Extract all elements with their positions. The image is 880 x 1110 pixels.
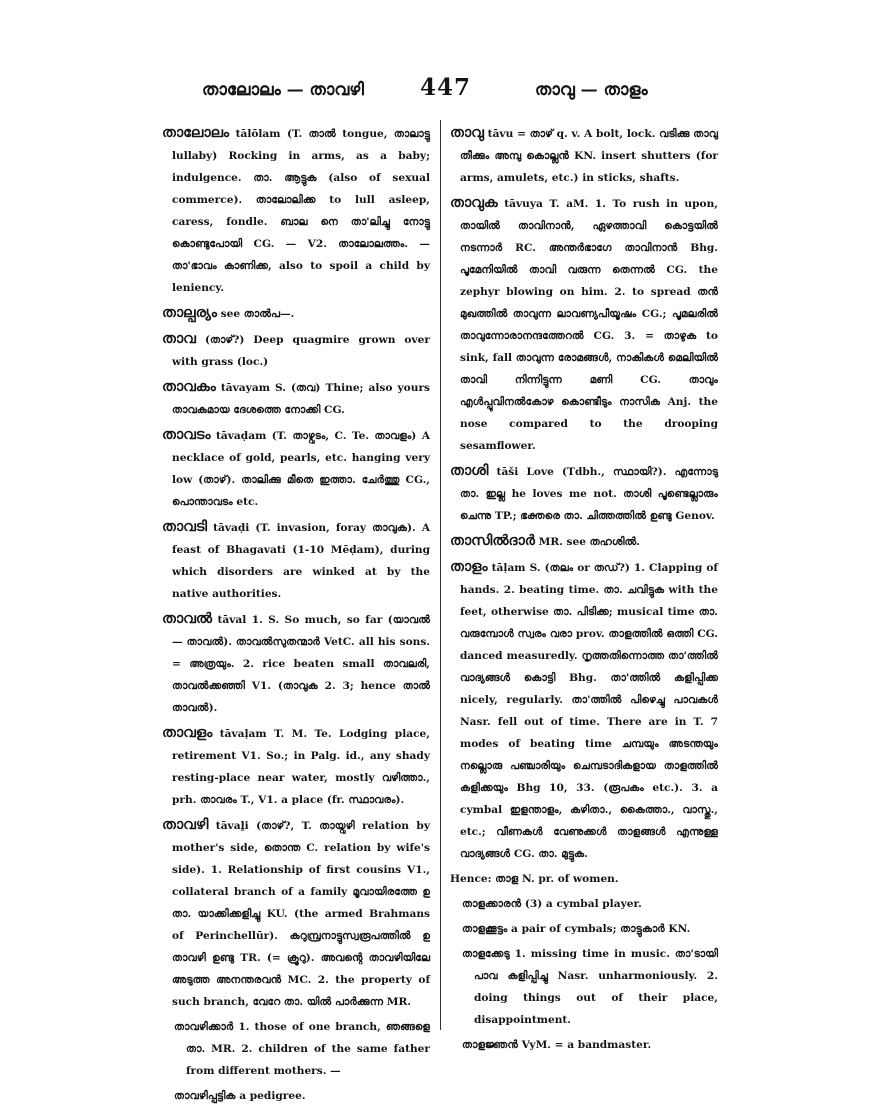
headword: താവടം [162, 426, 211, 443]
definition-text: Love (Tdbh., സ്ഥായി?). എന്നോടു താ. ഇല്ല he loves me not. താശി പൂണ്ടെല്ലാരും ചെന്നു TP.; ഭക്തരെ താ. ചിത്തത്തിൽ ഉണ്ടു Genov. [460, 466, 718, 522]
running-header [150, 74, 740, 110]
header-right-guideword: താവു — താളം [535, 80, 648, 100]
headword: താളം [450, 558, 488, 575]
dictionary-entry [162, 302, 430, 325]
headword: താവടി [162, 518, 208, 535]
transliteration: tāvayam [220, 382, 270, 394]
definition-text: (T. താൽ tongue, താലാട്ടു lullaby) Rocking in arms, as a baby; indulgence. താ. ആട്ടുക (also of sexual commerce). താലോലിക്ക to lull asleep, caress, fondle. ബാല നെ താ'ലിച്ചു നോട്ടു കൊണ്ടുപോയി CG. — V2. താലോലത്തം. — താ'ഭാവം കാണിക്ക, also to spoil a child by leniency. [172, 128, 430, 294]
dictionary-entry [162, 1085, 430, 1107]
transliteration: tāvaḻi [215, 820, 249, 832]
dictionary-entry [162, 122, 430, 299]
dictionary-entry [450, 943, 718, 1031]
transliteration: tāval [217, 614, 247, 626]
definition-text: (താഴ്?, T. തായ്വഴി relation by mother's side, തൊന്ത C. relation by wife's side). 1. Relationship of first cousins V1., collateral branch of a family മൂവായിരത്തേ ഉ താ. യാക്കിക്കളിച്ചു KU. (the armed Brahmans of Perinchellūr). കറുമ്പ്രനാട്ടുസ്വരൂപത്തിൽ ഉ താവഴി ഉണ്ടു TR. (= ക്രൂറു). അവന്റെ താവഴിയിലേ അടുത്ത അനന്തരവൻ MC. 2. the property of such branch, വേറേ താ. യിൽ പാർക്കുന്ന MR. [172, 820, 430, 1008]
definition-text: T. M. Te. Lodging place, retirement V1. So.; in Palg. id., any shady resting-place near water, mostly വഴിത്താ., prh. താവരം T., V1. a place (fr. സ്ഥാവരം). [172, 728, 430, 806]
headword: താവുക [450, 194, 498, 211]
definition-text: Hence: താള N. pr. of women. [450, 873, 619, 885]
definition-text: = താഴ് q. v. A bolt, lock. വടിക്കു താവു തീക്കും അമ്പു കൊല്ലൻ KN. insert shutters (for arms, amulets, etc.) in sticks, shafts. [460, 128, 718, 184]
dictionary-entry [162, 608, 430, 719]
definition-text: (T. താഴ്വടം, C. Te. താവളം) A necklace of gold, pearls, etc. hanging very low (താഴ്). താലിക്കു മീതെ ഇത്താ. ചേർത്തു CG., പൊന്താവടം etc. [172, 430, 430, 508]
dictionary-entry [450, 122, 718, 189]
header-left-guideword: താലോലം — താവഴി [202, 80, 364, 100]
transliteration: tāvuya [504, 198, 543, 210]
definition-text: S. (തവ) Thine; also yours താവകമായ ദേശത്തെ നോക്കി CG. [172, 382, 430, 416]
headword: താവളം [162, 724, 213, 741]
transliteration: tāvaḍam [216, 430, 267, 442]
definition-text: T. aM. 1. To rush in upon, തായിൽ താവിനാൻ, ഏഴത്താവി കൊട്ടയിൽ നടന്നാർ RC. അന്തർഭാഗേ താവിനാൻ Bhg. പൂമേനിയിൽ താവി വരുന്ന തെന്നൽ CG. the zephyr blowing on him. 2. to spread തൻ മുഖത്തിൽ താവുന്ന ലാവണ്യപീയൂഷം CG.; പൂമലരിൽ താവുന്നോരാനന്ദത്തേറൽ CG. 3. = താഴുക to sink, fall താവുന്ന രോമങ്ങൾ, നാകികൾ മെലിയിൽ താവി നിന്നിട്ടുന്ന മണി CG. താവും എൾപ്പൂവിനൽകോഴ കൊണ്ടീടും നാസിക Anj. the nose compared to the drooping sesamflower. [460, 198, 718, 452]
page-number: 447 [420, 74, 472, 101]
headword: താവു [450, 124, 484, 141]
dictionary-entry [450, 460, 718, 527]
dictionary-entry [162, 722, 430, 811]
headword: താശി [450, 462, 489, 479]
dictionary-entry [162, 376, 430, 421]
definition-text: (T. invasion, foray താവുക). A feast of Bhagavati (1-10 Mēḍam), during which disorders are winked at by the native authorities. [172, 522, 430, 600]
transliteration: tāḷam [491, 562, 526, 574]
transliteration: tāvaḷam [219, 728, 267, 740]
definition-text: S. (തലം or തഡ്?) 1. Clapping of hands. 2. beating time. താ. ചവിട്ടുക with the feet, otherwise താ. പിടിക്ക; musical time താ. വരുമ്പോൾ സ്വരം വരാ prov. താളത്തിൽ ഒത്തി CG. danced measuredly. നൃത്തതിന്നൊത്ത താ'ത്തിൽ വാദ്യങ്ങൾ കൊട്ടി Bhg. താ'ത്തിൽ കളിപ്പിക്ക nicely, regularly. താ'ത്തിൽ പിഴെച്ചു പാവകൾ Nasr. fell out of time. There are in T. 7 modes of beating time ചമ്പയും അടന്തയും നല്ലൊരു പഞ്ചാരിയും ചെമ്പടാദികളായ താളത്തിൽ കളിക്കയും Bhg 10, 33. (രൂപകം etc.). 3. a cymbal ഇളന്താളം, കഴിതാ., കൈത്താ., വാസ്തു., etc.; വീണകൾ വേണുക്കൾ താളങ്ങൾ എന്നുള്ള വാദ്യങ്ങൾ CG. താ. മുട്ടുക. [460, 562, 718, 860]
dictionary-entry [162, 516, 430, 605]
dictionary-entry [450, 556, 718, 865]
dictionary-entry [450, 192, 718, 457]
dictionary-entry [162, 1016, 430, 1082]
headword: താലോലം [162, 124, 230, 141]
dictionary-entry [162, 328, 430, 373]
headword: താവകം [162, 378, 216, 395]
definition-text: താളജ്ഞൻ VyM. = a bandmaster. [462, 1039, 652, 1051]
definition-text: see താൽപ—. [220, 308, 295, 320]
headword: താവ [162, 330, 196, 347]
transliteration: tālōlam [235, 128, 281, 140]
dictionary-entry [450, 530, 718, 553]
definition-text: താളക്കൂട്ടം a pair of cymbals; താട്ടുകാർ KN. [462, 923, 691, 935]
headword: താല്പര്യം [162, 304, 217, 321]
definition-text: താളക്കേടു 1. missing time in music. താ'ടായി പാവ കളിപ്പിച്ചു Nasr. unharmoniously. 2. doing things out of their place, disappointment. [462, 948, 718, 1026]
dictionary-entry [450, 1034, 718, 1056]
left-column [162, 122, 430, 1110]
definition-text: താവഴിക്കാർ 1. those of one branch, ഞങ്ങളെ താ. MR. 2. children of the same father from different mothers. — [174, 1021, 430, 1077]
headword: താവഴി [162, 816, 209, 833]
headword: താവൽ [162, 610, 213, 627]
dictionary-entry [450, 893, 718, 915]
definition-text: താളക്കാരൻ (3) a cymbal player. [462, 898, 642, 910]
transliteration: tāvaḍi [213, 522, 250, 534]
definition-text: (താഴ്?) Deep quagmire grown over with grass (loc.) [172, 334, 430, 368]
transliteration: tāvu [487, 128, 514, 140]
transliteration: tāši [496, 466, 519, 478]
dictionary-entry [162, 814, 430, 1013]
definition-text: 1. S. So much, so far (യാവൽ — താവൽ). താവൽസുതന്മാർ VetC. all his sons. = അത്രയും. 2. rice beaten small താവലരി, താവൽക്കഞ്ഞി V1. (താവുക 2. 3; hence താൽ താവൽ). [172, 614, 430, 714]
dictionary-entry [450, 868, 718, 890]
dictionary-entry [162, 424, 430, 513]
definition-text: താവഴിപ്പട്ടിക a pedigree. [174, 1090, 306, 1102]
headword: താസിൽദാർ [450, 532, 535, 549]
definition-text: MR. see തഹശിൽ. [538, 536, 640, 548]
dictionary-entry [450, 918, 718, 940]
column-divider [440, 120, 441, 1030]
right-column [450, 122, 718, 1059]
